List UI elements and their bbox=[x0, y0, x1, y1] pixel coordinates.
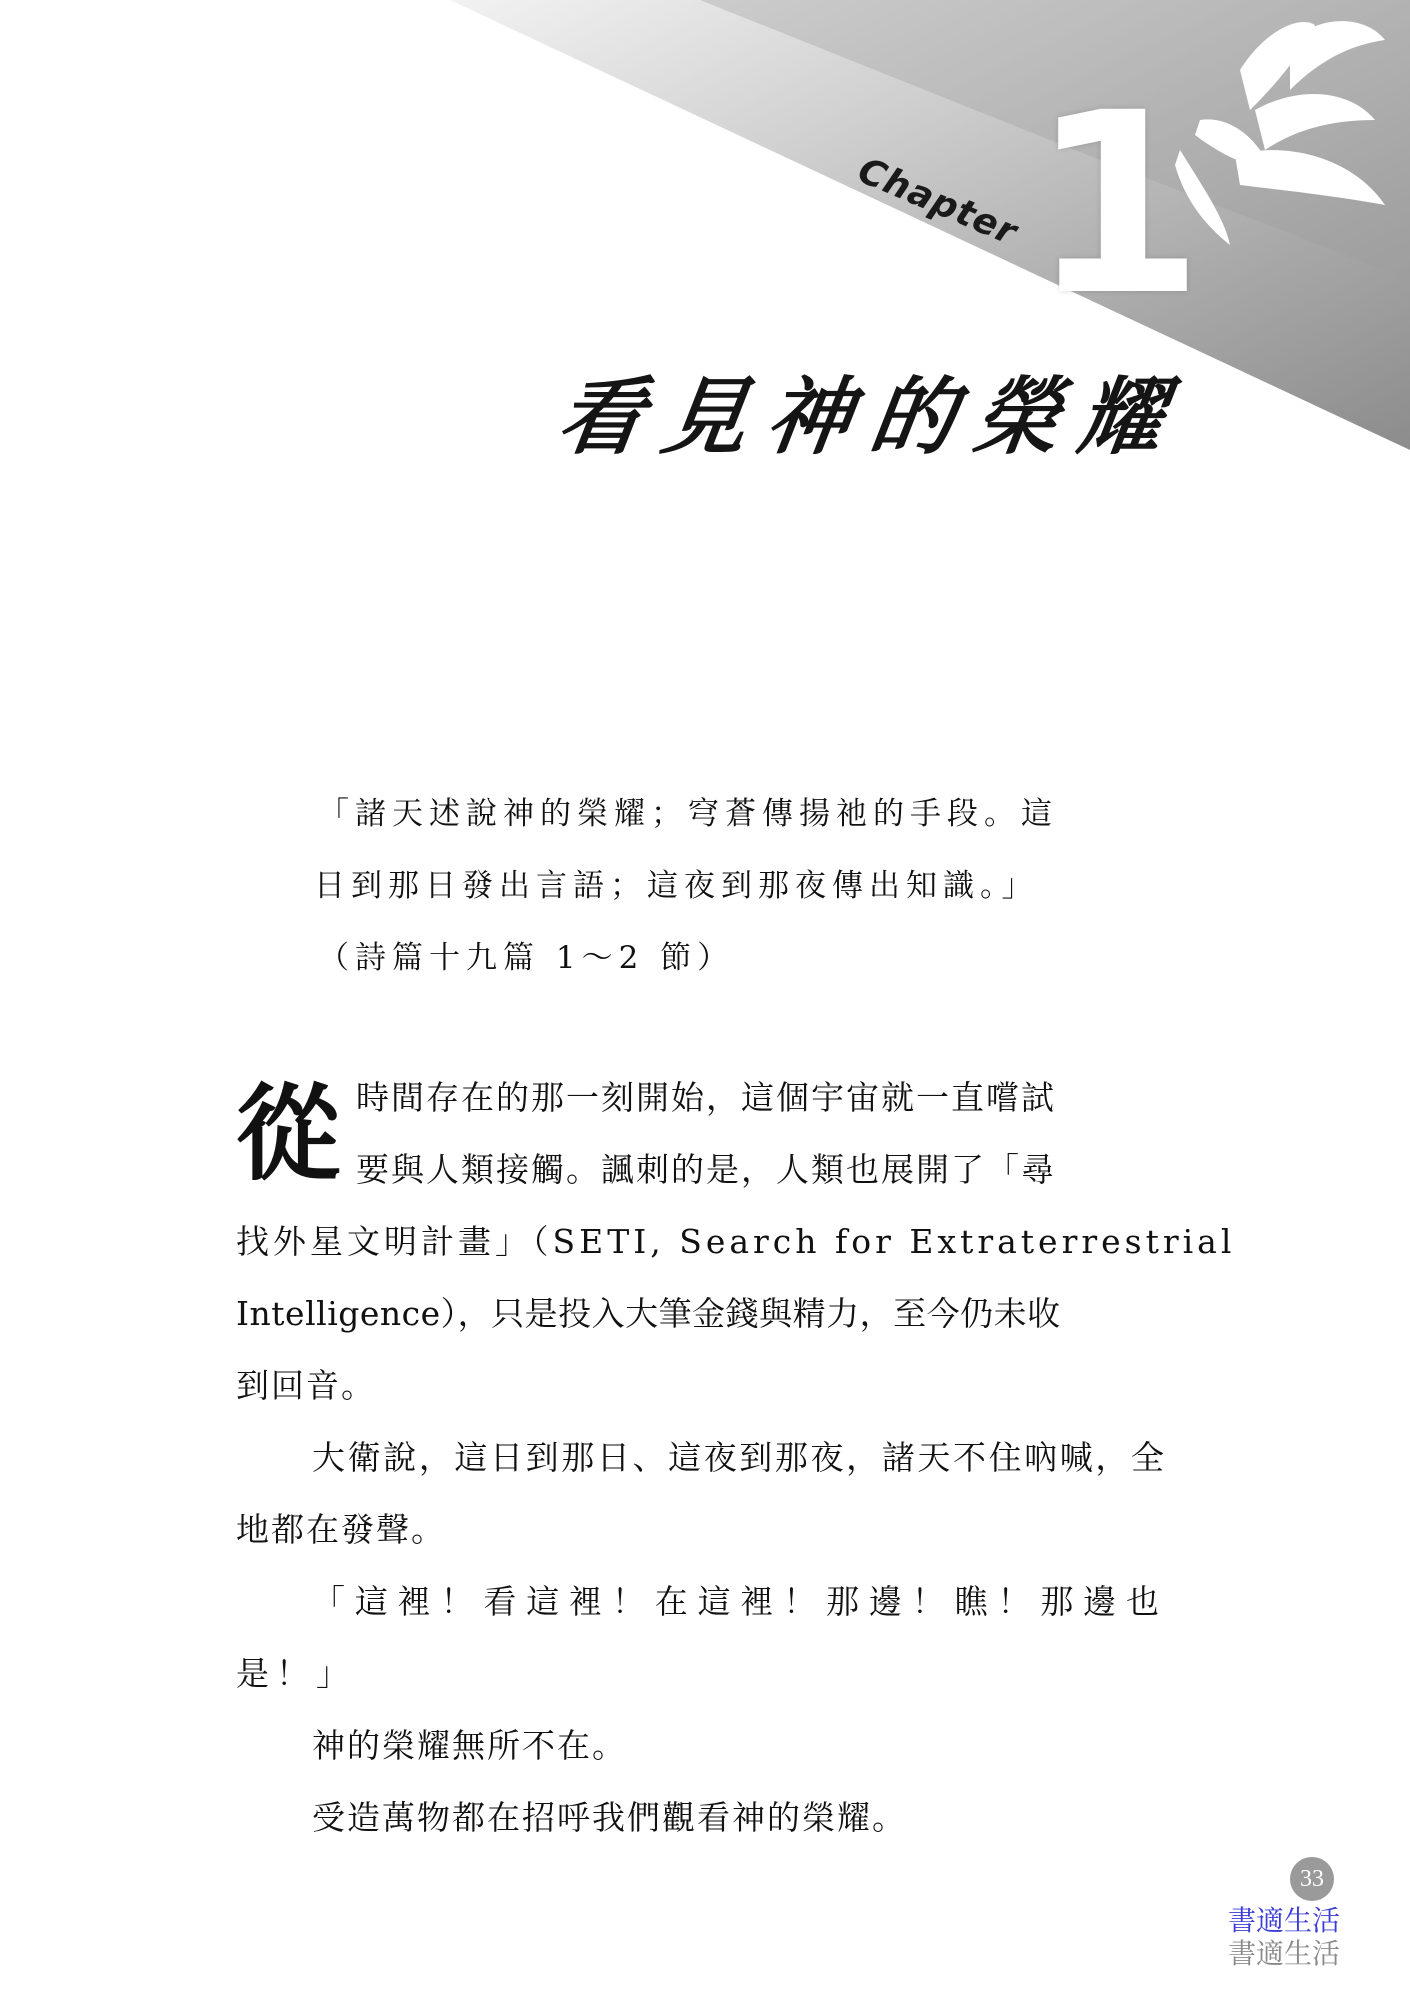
epigraph-line: 「諸天述說神的榮耀；穹蒼傳揚祂的手段。這 bbox=[318, 796, 1058, 832]
paragraph-4: 神的榮耀無所不在。 bbox=[312, 1726, 627, 1765]
epigraph-citation: （詩篇十九篇 1～2 節） bbox=[318, 940, 735, 976]
chapter-number: 1 bbox=[1030, 59, 1204, 350]
paragraph-1 bbox=[236, 1062, 1236, 1422]
watermark-text: 書適生活 bbox=[1228, 1937, 1341, 1970]
text-line: 時間存在的那一刻開始，這個宇宙就一直嚐試 bbox=[356, 1078, 1057, 1117]
publisher-watermark bbox=[1228, 1904, 1340, 1970]
paragraph-3: 「這裡！看這裡！在這裡！那邊！瞧！那邊也是！」 bbox=[236, 1582, 1166, 1693]
drop-cap: 從 bbox=[236, 1072, 341, 1195]
epigraph-line: 日到那日發出言語；這夜到那夜傳出知識。」 bbox=[314, 868, 1039, 904]
watermark-text: 書適生活 bbox=[1228, 1904, 1341, 1937]
page-number: 33 bbox=[1290, 1857, 1334, 1901]
epigraph bbox=[314, 778, 1138, 994]
chapter-title: 看見神的榮耀 bbox=[552, 367, 1191, 466]
text-line: 要與人類接觸。諷刺的是，人類也展開了「尋 bbox=[356, 1150, 1057, 1189]
text-line: Intelligence），只是投入大筆金錢與精力，至今仍未收 bbox=[236, 1294, 1061, 1333]
chapter-label: Chapter bbox=[851, 150, 1024, 254]
body-text bbox=[236, 1062, 1236, 1854]
paragraph-2: 大衛說，這日到那日、這夜到那夜，諸天不住吶喊，全地都在發聲。 bbox=[236, 1438, 1166, 1549]
paragraph-5: 受造萬物都在招呼我們觀看神的榮耀。 bbox=[312, 1798, 907, 1837]
text-line: 找外星文明計畫」（SETI, Search for Extraterrestrial bbox=[236, 1222, 1236, 1261]
text-line: 到回音。 bbox=[236, 1366, 376, 1405]
